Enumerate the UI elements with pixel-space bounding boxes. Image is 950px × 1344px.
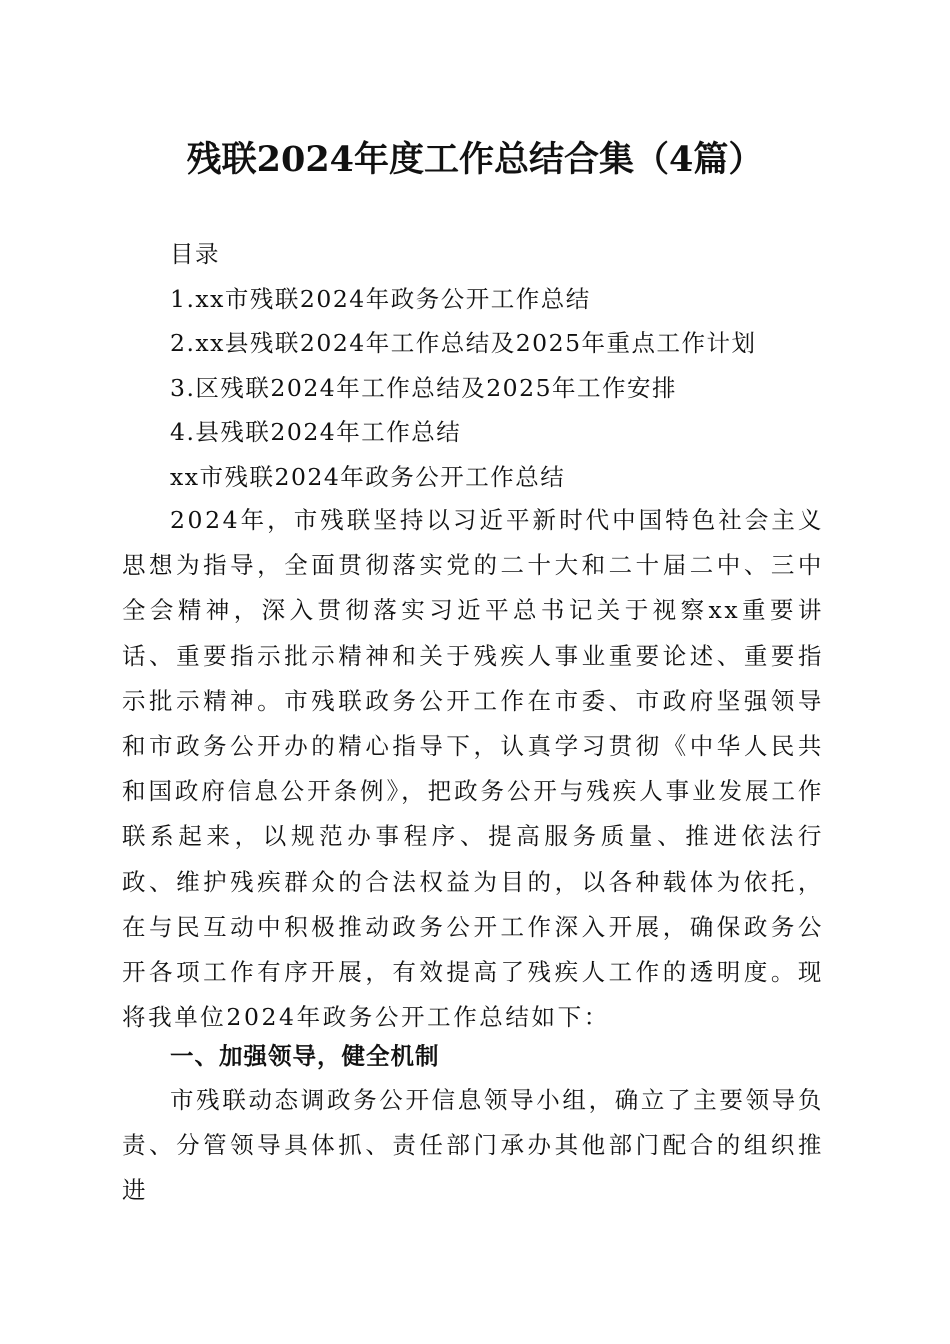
section-heading: 一、加强领导，健全机制	[170, 1042, 440, 1070]
toc-item: 4.县残联2024年工作总结	[170, 418, 462, 446]
toc-heading: 目录	[170, 240, 220, 268]
table-of-contents	[170, 232, 757, 499]
toc-item: 3.区残联2024年工作总结及2025年工作安排	[170, 373, 678, 402]
body-paragraph: 市残联动态调政务公开信息领导小组，确立了主要领导负责、分管领导具体抓、责任部门承办其他部门配合的组织推进	[122, 1086, 824, 1205]
toc-item: 1.xx市残联2024年政务公开工作总结	[170, 284, 591, 313]
body-paragraph: 2024年，市残联坚持以习近平新时代中国特色社会主义思想为指导，全面贯彻落实党的二十大和二十届二中、三中全会精神，深入贯彻落实习近平总书记关于视察xx重要讲话、重要指示批示精神和关于残疾人事业重要论述、重要指示批示精神。市残联政务公开工作在市委、市政府坚强领导和市政务公开办的精心指导下，认真学习贯彻《中华人民共和国政府信息公开条例》，把政务公开与残疾人事业发展工作联系起来，以规范办事程序、提高服务质量、推进依法行政、维护残疾群众的合法权益为目的，以各种载体为依托，在与民互动中积极推动政务公开工作深入开展，确保政务公开各项工作有序开展，有效提高了残疾人工作的透明度。现将我单位2024年政务公开工作总结如下：	[122, 506, 824, 1032]
toc-item: 2.xx县残联2024年工作总结及2025年重点工作计划	[170, 329, 757, 357]
document-title: 残联2024年度工作总结合集（4篇）	[186, 139, 764, 180]
article-title: xx市残联2024年政务公开工作总结	[170, 462, 566, 491]
